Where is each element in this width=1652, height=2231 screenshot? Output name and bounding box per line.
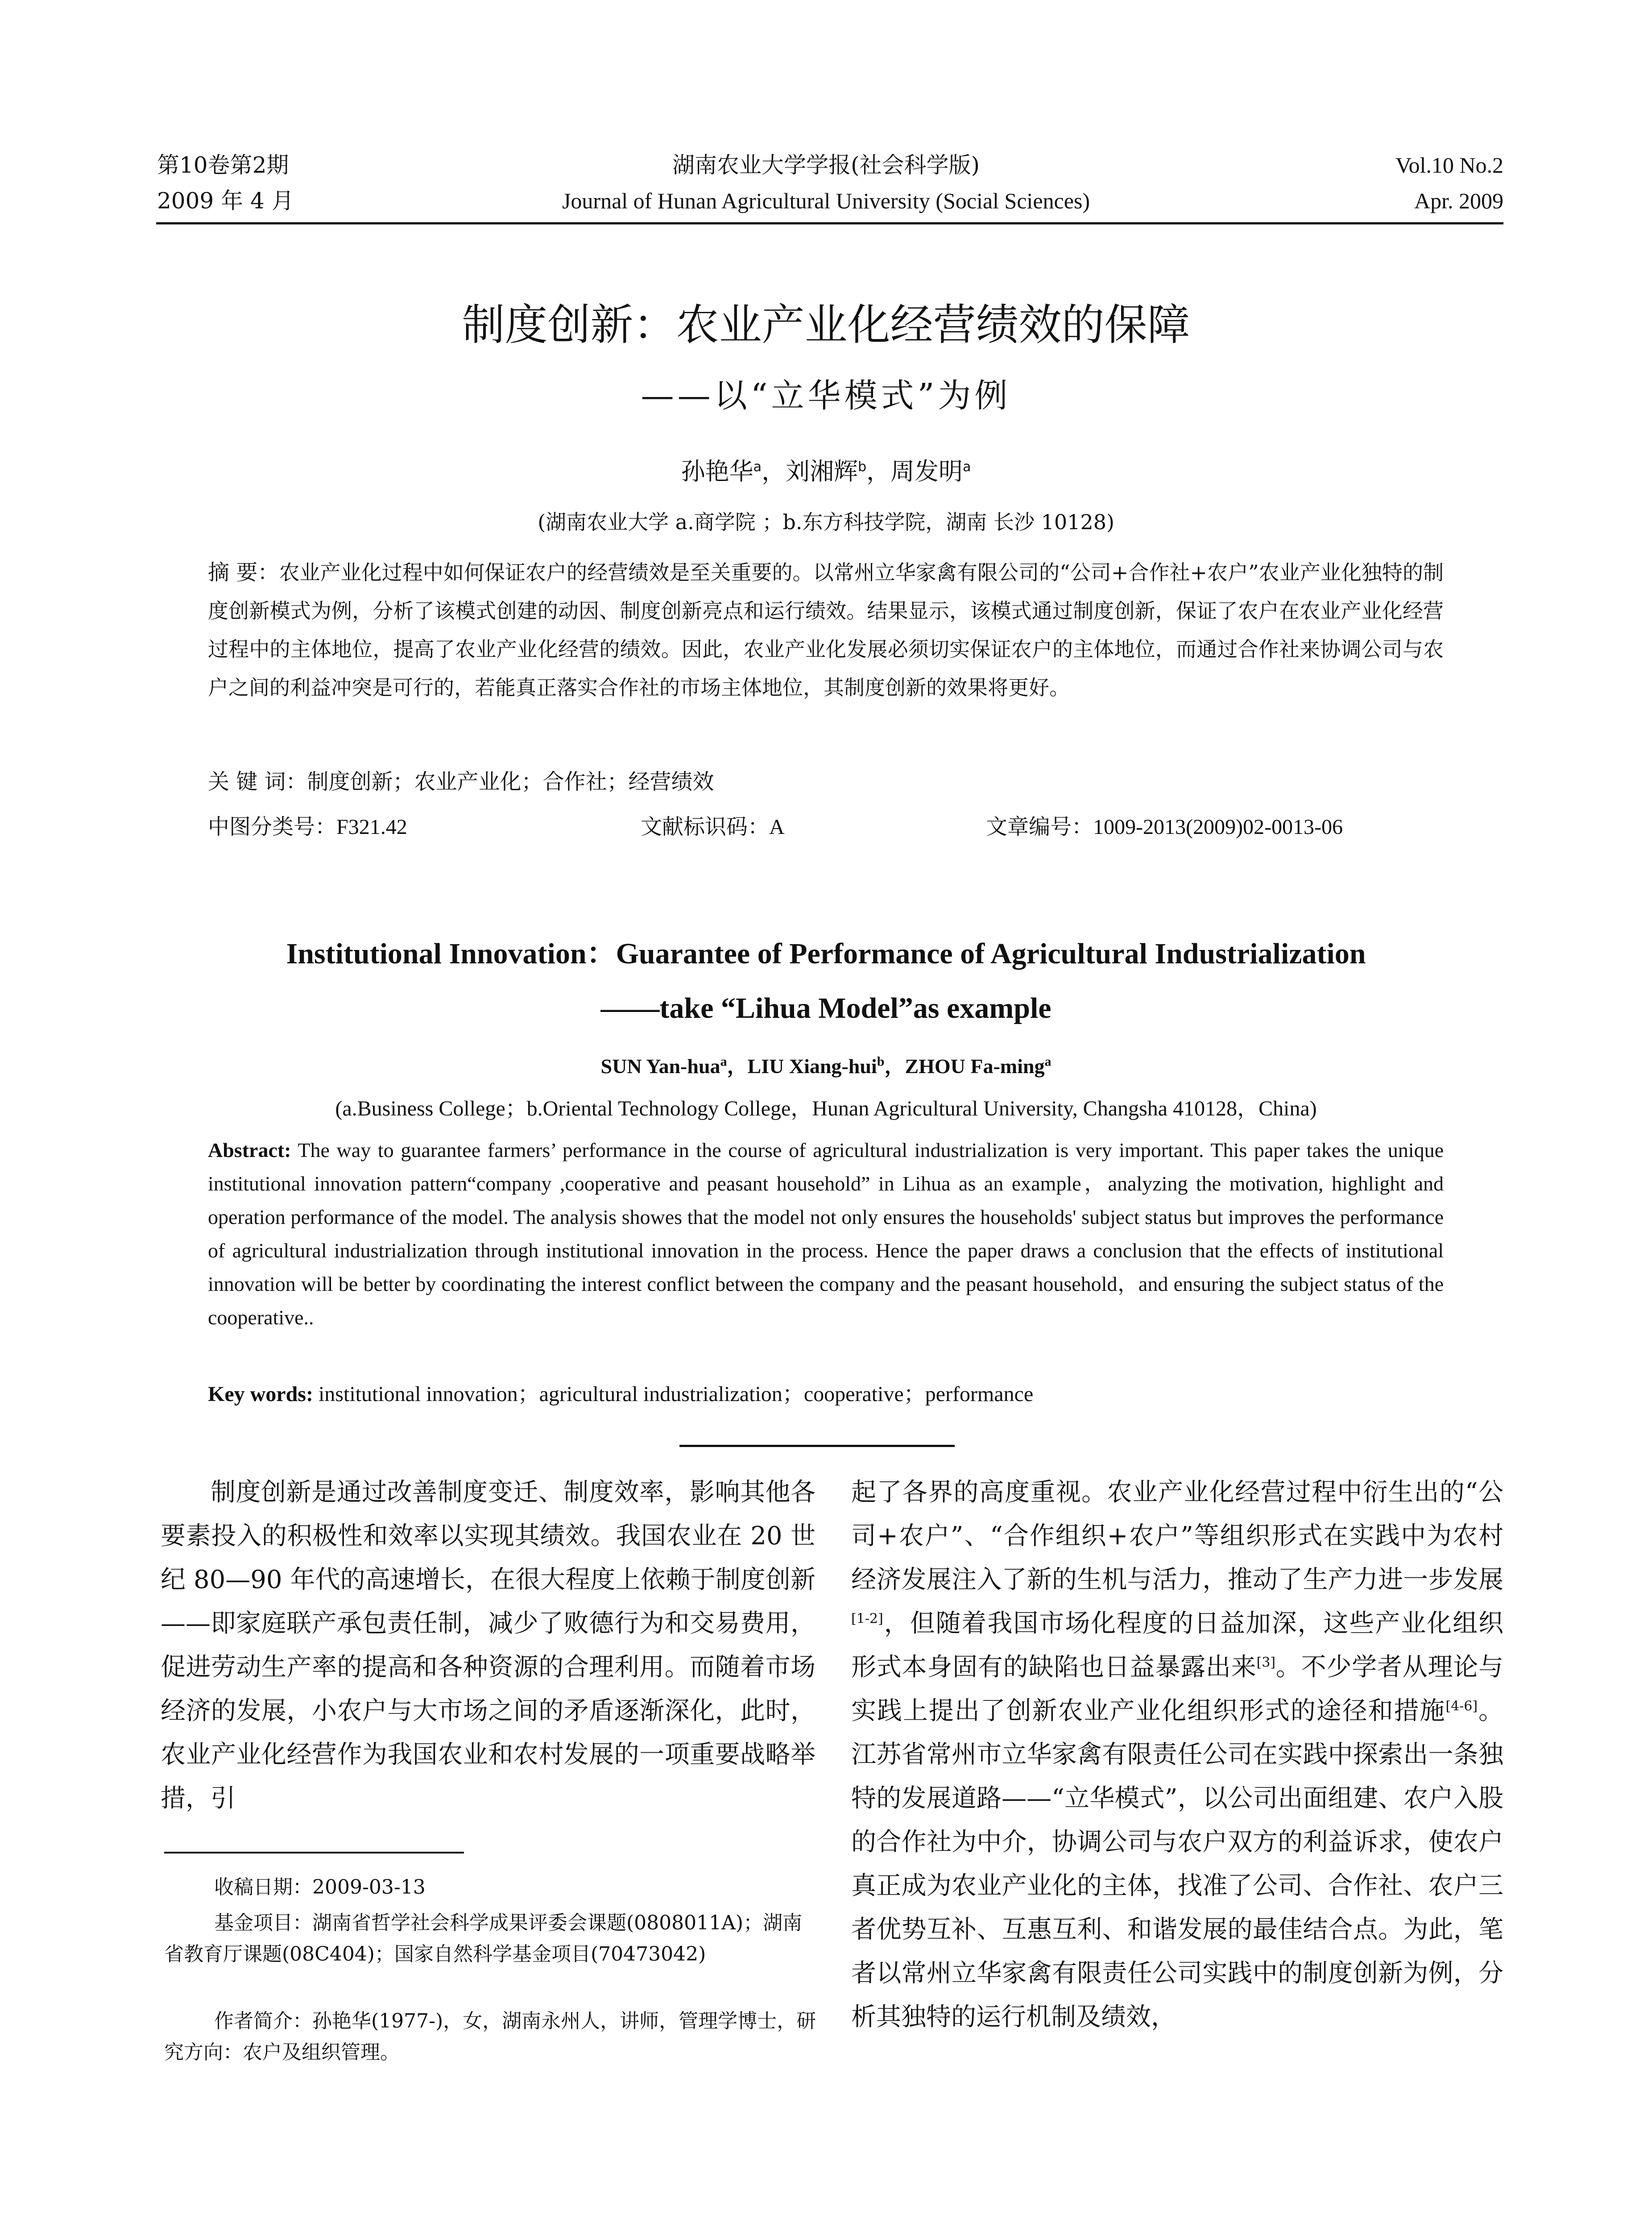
header-date-cn: 2009 年 4 月 (157, 188, 294, 214)
clc-value: F321.42 (336, 815, 407, 839)
author-cn-2: 刘湘辉 (785, 457, 858, 485)
article-number (986, 811, 1343, 843)
author-en-3-sup: a (1044, 1054, 1052, 1069)
header-journal-en: Journal of Hunan Agricultural University (Social Sciences) (562, 188, 1090, 213)
body-right-part-2: ，但随着我国市场化程度的日益加深，这些产业化组织形式本身固有的缺陷也日益暴露出来 (851, 1609, 1503, 1682)
footnote-author: 作者简介：孙艳华(1977-)，女，湖南永州人，讲师，管理学博士，研究方向：农户及组织管理。 (164, 2010, 816, 2064)
subtitle-en: ——take “Lihua Model”as example (600, 992, 1052, 1024)
footnote-received: 收稿日期：2009-03-13 (214, 1876, 426, 1899)
header-rule (156, 222, 1503, 224)
body-right-part-3: 。不少学者从理论与实践上提出了创新农业产业化组织形式的途径和措施 (851, 1653, 1504, 1725)
authors-cn (0, 456, 1652, 487)
author-cn-sep-2: ， (866, 457, 891, 485)
author-en-1-sup: a (720, 1054, 727, 1069)
keywords-cn-label: 关 键 词： (208, 769, 307, 794)
art-value: 1009-2013(2009)02-0013-06 (1093, 815, 1343, 839)
abstract-en-text: The way to guarantee farmers’ performance in the course of agricultural industrialization is very important. This paper takes the unique institutional innovation pattern“company ,cooperative and peasant household” in Lihua as an example，analyzing the motivation, highlight and operation performance of the model. The analysis showes that the model not only ensures the households' subject status but improves the performance of agricultural industrialization through institutional innovation in the process. Hence the paper draws a conclusion that the effects of institutional innovation will be better by coordinating the interest conflict between the company and the peasant household，and ensuring the subject status of the cooperative.. (208, 1139, 1444, 1329)
affiliation-cn: (湖南农业大学 a.商学院 ；b.东方科技学院，湖南 长沙 10128) (538, 510, 1114, 534)
keywords-cn (208, 764, 1444, 800)
authors-en (0, 1053, 1652, 1080)
footnote-fund: 基金项目：湖南省哲学社会科学成果评委会课题(0808011A)；湖南省教育厅课题(08C404)；国家自然科学基金项目(70473042) (164, 1912, 803, 1966)
header-date-en: Apr. 2009 (1414, 188, 1503, 213)
author-en-3: ZHOU Fa-ming (905, 1055, 1045, 1078)
abstract-cn-text: 农业产业化过程中如何保证农户的经营绩效是至关重要的。以常州立华家禽有限公司的“公司+合作社+农户”农业产业化独特的制度创新模式为例，分析了该模式创建的动因、制度创新亮点和运行绩效。结果显示，该模式通过制度创新，保证了农户在农业产业化经营过程中的主体地位，提高了农业产业化经营的绩效。因此，农业产业化发展必须切实保证农户的主体地位，而通过合作社来协调公司与农户之间的利益冲突是可行的，若能真正落实合作社的市场主体地位，其制度创新的效果将更好。 (208, 560, 1444, 700)
section-separator (679, 1445, 955, 1447)
citation-4-6: [4-6] (1445, 1698, 1478, 1714)
title-en: Institutional Innovation：Guarantee of Performance of Agricultural Industrialization (286, 937, 1366, 970)
doc-label: 文献标识码： (641, 814, 770, 839)
author-en-sep-2: ， (884, 1055, 905, 1078)
body-left-column: 制度创新是通过改善制度变迁、制度效率，影响其他各要素投入的积极性和效率以实现其绩效。我国农业在 20 世纪 80—90 年代的高速增长，在很大程度上依赖于制度创新——即家庭联产承包责任制，减少了败德行为和交易费用，促进劳动生产率的提高和各种资源的合理利用。而随着市场经济的发展，小农户与大市场之间的矛盾逐渐深化，此时，农业产业化经营作为我国农业和农村发展的一项重要战略举措，引 (161, 1478, 816, 1813)
abstract-en-label: Abstract: (208, 1139, 291, 1161)
author-cn-1-sup: a (753, 459, 762, 475)
art-label: 文章编号： (986, 814, 1093, 839)
body-right-part-1: 起了各界的高度重视。农业产业化经营过程中衍生出的“公司+农户”、“合作组织+农户”等组织形式在实践中为农村经济发展注入了新的生机与活力，推动了生产力进一步发展 (851, 1478, 1503, 1594)
body-right-column (851, 1471, 1503, 2039)
abstract-cn (208, 553, 1444, 707)
header-volume-cn: 第10卷第2期 (157, 152, 289, 178)
doc-value: A (769, 815, 785, 839)
header-journal-cn: 湖南农业大学学报(社会科学版) (672, 152, 980, 178)
document-code (641, 811, 785, 843)
title-cn: 制度创新：农业产业化经营绩效的保障 (462, 300, 1190, 350)
footnote-rule (164, 1852, 464, 1854)
citation-1-2: [1-2] (851, 1611, 883, 1627)
author-en-sep-1: ， (727, 1055, 748, 1078)
author-cn-2-sup: b (857, 459, 867, 475)
body-right-part-4: 。江苏省常州市立华家禽有限责任公司在实践中探索出一条独特的发展道路——“立华模式”，以公司出面组建、农户入股的合作社为中介，协调公司与农户双方的利益诉求，使农户真正成为农业产业化的主体，找准了公司、合作社、农户三者优势互补、互惠互利、和谐发展的最佳结合点。为此，笔者以常州立华家禽有限责任公司实践中的制度创新为例，分析其独特的运行机制及绩效， (851, 1696, 1504, 2032)
author-en-2: LIU Xiang-hui (747, 1055, 877, 1078)
author-cn-sep-1: ， (761, 457, 786, 485)
author-cn-1: 孙艳华 (681, 457, 754, 485)
author-en-2-sup: b (877, 1054, 885, 1069)
author-en-1: SUN Yan-hua (600, 1055, 720, 1078)
abstract-cn-label: 摘 要： (208, 560, 279, 585)
author-cn-3: 周发明 (890, 457, 963, 485)
author-cn-3-sup: a (963, 459, 971, 475)
header-volume-en: Vol.10 No.2 (1395, 153, 1503, 178)
citation-3: [3] (1256, 1655, 1275, 1671)
abstract-en (208, 1133, 1444, 1334)
keywords-en (208, 1379, 1444, 1410)
keywords-cn-text: 制度创新；农业产业化；合作社；经营绩效 (307, 769, 714, 794)
clc-label: 中图分类号： (208, 814, 337, 839)
subtitle-cn: ——以“立华模式”为例 (641, 377, 1011, 415)
clc-number (208, 811, 407, 843)
keywords-en-text: institutional innovation；agricultural industrialization；cooperative；performance (313, 1382, 1034, 1406)
affiliation-en: (a.Business College；b.Oriental Technology College，Hunan Agricultural University, Changsha 410128，China) (335, 1097, 1317, 1120)
keywords-en-label: Key words: (208, 1382, 313, 1406)
